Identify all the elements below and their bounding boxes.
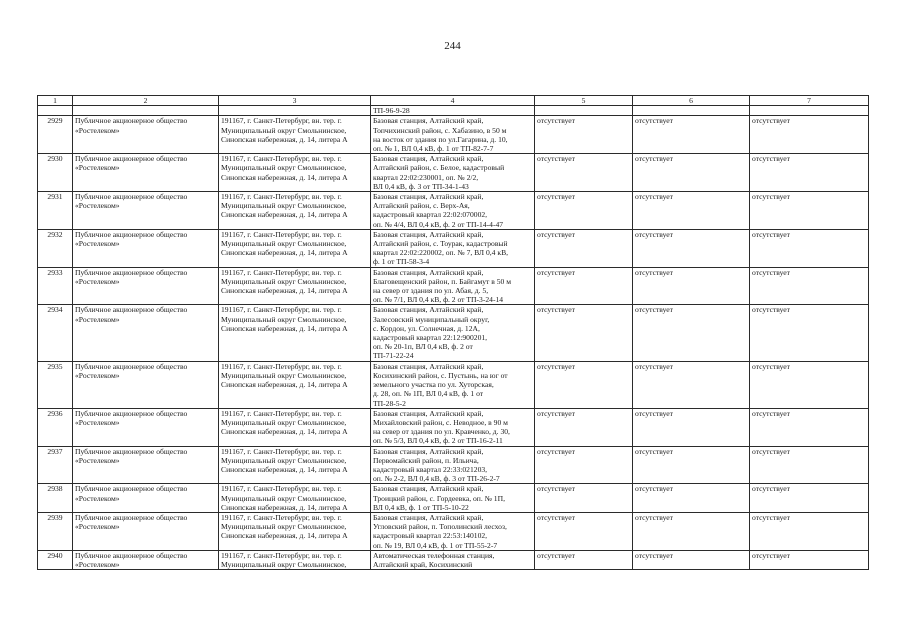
column-6-cell: отсутствует [633, 550, 750, 569]
object-cell [371, 229, 535, 267]
object-cell-line: Косихинский район, с. Пустынь, на юг от [373, 370, 508, 380]
object-cell-line: кадастровый квартал 22:53:140102, [373, 531, 488, 541]
object-cell-line: земельного участка по ул. Хуторская, [373, 380, 494, 390]
object-cell-line: ф. 1 от ТП-58-3-4 [373, 257, 430, 267]
address-cell [219, 154, 371, 192]
object-cell-line: Базовая станция, Алтайский край, [373, 229, 484, 239]
address-cell-line: Синопская набережная, д. 14, литера А [221, 172, 348, 182]
column-6-cell [633, 106, 750, 116]
object-cell-line: Базовая станция, Алтайский край, [373, 154, 484, 164]
address-cell [219, 512, 371, 550]
page-number: 244 [444, 40, 461, 52]
owner-cell-line: «Ростелеком» [75, 314, 120, 324]
owner-cell [73, 446, 219, 484]
object-cell-line: ВЛ 0,4 кВ, ф. 1 от ТП-5-10-22 [373, 502, 469, 512]
owner-cell [73, 229, 219, 267]
owner-cell-line: Публичное акционерное общество [75, 512, 188, 522]
column-header: 1 [38, 96, 73, 106]
object-cell-line: на восток от здания по ул.Гагарина, д. 10, [373, 134, 508, 144]
object-cell [371, 116, 535, 154]
object-cell-line: Алтайский край, Косихинский [373, 559, 473, 569]
column-7-cell: отсутствует [750, 408, 869, 446]
address-cell-line: 191167, г. Санкт-Петербург, вн. тер. г. [221, 192, 342, 202]
owner-cell-line: Публичное акционерное общество [75, 267, 188, 277]
column-5-cell: отсутствует [535, 116, 633, 154]
address-cell-line: Синопская набережная, д. 14, литера А [221, 464, 348, 474]
object-cell-line: Базовая станция, Алтайский край, [373, 484, 484, 494]
address-cell [219, 446, 371, 484]
column-6-cell: отсутствует [633, 154, 750, 192]
address-cell [219, 550, 371, 569]
column-header: 3 [219, 96, 371, 106]
owner-cell-line: «Ростелеком» [75, 522, 120, 532]
object-cell [371, 305, 535, 361]
table-row [38, 512, 869, 550]
object-cell-line: д. 28, оп. № 1П, ВЛ 0,4 кВ, ф. 1 от [373, 389, 484, 399]
table-row [38, 229, 869, 267]
row-number: 2937 [38, 446, 73, 484]
address-cell-line: 191167, г. Санкт-Петербург, вн. тер. г. [221, 550, 342, 560]
table-row [38, 361, 869, 408]
address-cell-line: Синопская набережная, д. 14, литера А [221, 427, 348, 437]
column-6-cell: отсутствует [633, 512, 750, 550]
table-row [38, 106, 869, 116]
object-cell-line: Базовая станция, Алтайский край, [373, 192, 484, 202]
object-cell-line: оп. № 20-1п, ВЛ 0,4 кВ, ф. 2 от [373, 342, 473, 352]
owner-cell-line: Публичное акционерное общество [75, 229, 188, 239]
register-table [37, 95, 869, 570]
column-7-cell: отсутствует [750, 305, 869, 361]
object-cell-line: оп. № 4/4, ВЛ 0,4 кВ, ф. 2 от ТП-14-4-47 [373, 219, 504, 229]
address-cell [219, 484, 371, 513]
owner-cell-line: «Ростелеком» [75, 276, 120, 286]
address-cell [219, 361, 371, 408]
owner-cell-line: Публичное акционерное общество [75, 305, 188, 315]
address-cell [219, 305, 371, 361]
owner-cell [73, 267, 219, 305]
address-cell-line: 191167, г. Санкт-Петербург, вн. тер. г. [221, 229, 342, 239]
object-cell [371, 550, 535, 569]
row-number [38, 106, 73, 116]
column-header: 5 [535, 96, 633, 106]
object-cell-line: Благовещенский район, п. Байгамут в 50 м [373, 276, 512, 286]
column-7-cell: отсутствует [750, 550, 869, 569]
object-cell-line: оп. № 19, ВЛ 0,4 кВ, ф. 1 от ТП-55-2-7 [373, 540, 498, 550]
owner-cell [73, 154, 219, 192]
table-row [38, 305, 869, 361]
object-cell-line: Залесовский муниципальный округ, [373, 314, 490, 324]
owner-cell-line: «Ростелеком» [75, 201, 120, 211]
owner-cell-line: «Ростелеком» [75, 455, 120, 465]
owner-cell-line: Публичное акционерное общество [75, 361, 188, 371]
owner-cell [73, 512, 219, 550]
column-6-cell: отсутствует [633, 446, 750, 484]
owner-cell [73, 484, 219, 513]
column-7-cell: отсутствует [750, 267, 869, 305]
object-cell-line: на север от здания по ул. Абая, д. 5, [373, 286, 489, 296]
owner-cell-line: «Ростелеком» [75, 163, 120, 173]
row-number: 2931 [38, 192, 73, 230]
column-5-cell: отсутствует [535, 446, 633, 484]
address-cell-line: Муниципальный округ Смольнинское, [221, 276, 347, 286]
row-number: 2938 [38, 484, 73, 513]
object-cell-line: Базовая станция, Алтайский край, [373, 446, 484, 456]
owner-cell [73, 408, 219, 446]
object-cell [371, 154, 535, 192]
owner-cell-line: «Ростелеком» [75, 493, 120, 503]
address-cell-line: Муниципальный округ Смольнинское, [221, 522, 347, 532]
table-row [38, 267, 869, 305]
column-7-cell: отсутствует [750, 116, 869, 154]
address-cell-line: 191167, г. Санкт-Петербург, вн. тер. г. [221, 512, 342, 522]
address-cell-line: 191167, г. Санкт-Петербург, вн. тер. г. [221, 154, 342, 164]
address-cell-line: Муниципальный округ Смольнинское, [221, 163, 347, 173]
owner-cell-line: «Ростелеком» [75, 125, 120, 135]
address-cell-line: Муниципальный округ Смольнинское, [221, 239, 347, 249]
address-cell-line: Синопская набережная, д. 14, литера А [221, 134, 348, 144]
owner-cell-line: Публичное акционерное общество [75, 116, 188, 126]
column-5-cell: отсутствует [535, 267, 633, 305]
address-cell [219, 192, 371, 230]
row-number: 2933 [38, 267, 73, 305]
address-cell-line: Синопская набережная, д. 14, литера А [221, 286, 348, 296]
object-cell-line: Троицкий район, с. Гордеевка, оп. № 1П, [373, 493, 505, 503]
owner-cell-line: Публичное акционерное общество [75, 154, 188, 164]
column-5-cell: отсутствует [535, 305, 633, 361]
address-cell-line: Синопская набережная, д. 14, литера А [221, 210, 348, 220]
address-cell-line: Синопская набережная, д. 14, литера А [221, 380, 348, 390]
address-cell [219, 116, 371, 154]
object-cell-line: кадастровый квартал 22:12:900201, [373, 333, 488, 343]
object-cell-line: Алтайский район, с. Белое, кадастровый [373, 163, 505, 173]
object-cell-line: Угловский район, п. Тополинский лесхоз, [373, 522, 507, 532]
object-cell-line: квартал 22:02:230001, оп. № 2/2, [373, 172, 479, 182]
row-number: 2932 [38, 229, 73, 267]
object-cell-line: Базовая станция, Алтайский край, [373, 512, 484, 522]
object-cell-line: оп. № 2-2, ВЛ 0,4 кВ, ф. 3 от ТП-26-2-7 [373, 474, 500, 484]
owner-cell-line: Публичное акционерное общество [75, 192, 188, 202]
column-5-cell: отсутствует [535, 361, 633, 408]
address-cell-line: 191167, г. Санкт-Петербург, вн. тер. г. [221, 116, 342, 126]
table-row [38, 192, 869, 230]
address-cell [219, 106, 371, 116]
owner-cell-line: Публичное акционерное общество [75, 446, 188, 456]
address-cell-line: Синопская набережная, д. 14, литера А [221, 531, 348, 541]
object-cell [371, 446, 535, 484]
address-cell-line: Муниципальный округ Смольнинское, [221, 417, 347, 427]
object-cell [371, 484, 535, 513]
address-cell-line: Синопская набережная, д. 14, литера А [221, 248, 348, 258]
object-cell-line: Алтайский район, с. Верх-Ая, [373, 201, 470, 211]
object-cell-line: оп. № 5/3, ВЛ 0,4 кВ, ф. 2 от ТП-16-2-11 [373, 436, 503, 446]
row-number: 2939 [38, 512, 73, 550]
table-body [38, 106, 869, 570]
address-cell-line: Муниципальный округ Смольнинское, [221, 370, 347, 380]
owner-cell-line: «Ростелеком» [75, 559, 120, 569]
object-cell-line: кадастровый квартал 22:02:070002, [373, 210, 488, 220]
owner-cell [73, 305, 219, 361]
address-cell [219, 408, 371, 446]
column-7-cell: отсутствует [750, 361, 869, 408]
object-cell-line: Алтайский район, с. Тоурак, кадастровый [373, 239, 508, 249]
address-cell-line: Муниципальный округ Смольнинское, [221, 201, 347, 211]
owner-cell-line: Публичное акционерное общество [75, 484, 188, 494]
row-number: 2940 [38, 550, 73, 569]
object-cell-line: на север от здания по ул. Кравченко, д. 30, [373, 427, 510, 437]
column-5-cell: отсутствует [535, 408, 633, 446]
table-row [38, 550, 869, 569]
object-cell-line: Топчихинский район, с. Хабазино, в 50 м [373, 125, 507, 135]
table-row [38, 446, 869, 484]
address-cell-line: Муниципальный округ Смольнинское, [221, 455, 347, 465]
column-5-cell: отсутствует [535, 154, 633, 192]
column-header: 7 [750, 96, 869, 106]
object-cell-line: Базовая станция, Алтайский край, [373, 267, 484, 277]
column-header: 6 [633, 96, 750, 106]
address-cell [219, 267, 371, 305]
object-cell-line: Михайловский район, с. Неводное, в 90 м [373, 417, 508, 427]
column-7-cell: отсутствует [750, 512, 869, 550]
address-cell-line: 191167, г. Санкт-Петербург, вн. тер. г. [221, 267, 342, 277]
object-cell-line: с. Кордон, ул. Солнечная, д. 12А, [373, 323, 480, 333]
object-cell-line: Автоматическая телефонная станция, [373, 550, 495, 560]
column-7-cell: отсутствует [750, 154, 869, 192]
object-cell [371, 106, 535, 116]
column-6-cell: отсутствует [633, 305, 750, 361]
row-number: 2930 [38, 154, 73, 192]
column-7-cell: отсутствует [750, 229, 869, 267]
column-7-cell: отсутствует [750, 192, 869, 230]
object-cell-line: Базовая станция, Алтайский край, [373, 305, 484, 315]
column-5-cell: отсутствует [535, 192, 633, 230]
table-row [38, 116, 869, 154]
column-header: 4 [371, 96, 535, 106]
address-cell-line: Муниципальный округ Смольнинское, [221, 125, 347, 135]
address-cell-line: 191167, г. Санкт-Петербург, вн. тер. г. [221, 305, 342, 315]
object-cell-line: кадастровый квартал 22:33:021203, [373, 464, 488, 474]
object-cell-line: квартал 22:02:220002, оп. № 7, ВЛ 0,4 кВ, [373, 248, 509, 258]
column-6-cell: отсутствует [633, 484, 750, 513]
object-cell [371, 267, 535, 305]
object-cell-line: оп. № 7/1, ВЛ 0,4 кВ, ф. 2 от ТП-3-24-14 [373, 295, 504, 305]
object-cell [371, 361, 535, 408]
address-cell-line: Синопская набережная, д. 14, литера А [221, 502, 348, 512]
header-row [38, 96, 869, 106]
owner-cell-line: Публичное акционерное общество [75, 550, 188, 560]
column-5-cell [535, 106, 633, 116]
owner-cell-line: «Ростелеком» [75, 417, 120, 427]
owner-cell [73, 116, 219, 154]
column-7-cell [750, 106, 869, 116]
table-row [38, 484, 869, 513]
address-cell-line: 191167, г. Санкт-Петербург, вн. тер. г. [221, 361, 342, 371]
object-cell-line: оп. № 1, ВЛ 0,4 кВ, ф. 1 от ТП-82-7-7 [373, 144, 494, 154]
owner-cell [73, 192, 219, 230]
column-5-cell: отсутствует [535, 550, 633, 569]
object-cell [371, 512, 535, 550]
column-header: 2 [73, 96, 219, 106]
owner-cell [73, 106, 219, 116]
column-6-cell: отсутствует [633, 267, 750, 305]
object-cell-line: Базовая станция, Алтайский край, [373, 116, 484, 126]
object-cell-line: Первомайский район, п. Ильича, [373, 455, 479, 465]
column-7-cell: отсутствует [750, 446, 869, 484]
address-cell-line: Муниципальный округ Смольнинское, [221, 314, 347, 324]
address-cell-line: 191167, г. Санкт-Петербург, вн. тер. г. [221, 408, 342, 418]
address-cell-line: Синопская набережная, д. 14, литера А [221, 323, 348, 333]
address-cell-line: 191167, г. Санкт-Петербург, вн. тер. г. [221, 446, 342, 456]
object-cell-line: ТП-96-9-28 [373, 106, 410, 116]
object-cell [371, 192, 535, 230]
column-6-cell: отсутствует [633, 229, 750, 267]
address-cell-line: 191167, г. Санкт-Петербург, вн. тер. г. [221, 484, 342, 494]
object-cell [371, 408, 535, 446]
owner-cell-line: Публичное акционерное общество [75, 408, 188, 418]
object-cell-line: ТП-28-5-2 [373, 398, 406, 408]
object-cell-line: Базовая станция, Алтайский край, [373, 361, 484, 371]
address-cell-line: Муниципальный округ Смольнинское, [221, 493, 347, 503]
address-cell-line: Муниципальный округ Смольнинское, [221, 559, 347, 569]
table-row [38, 154, 869, 192]
owner-cell [73, 361, 219, 408]
column-6-cell: отсутствует [633, 192, 750, 230]
row-number: 2936 [38, 408, 73, 446]
owner-cell-line: «Ростелеком» [75, 239, 120, 249]
row-number: 2935 [38, 361, 73, 408]
owner-cell-line: «Ростелеком» [75, 370, 120, 380]
column-5-cell: отсутствует [535, 229, 633, 267]
object-cell-line: Базовая станция, Алтайский край, [373, 408, 484, 418]
row-number: 2934 [38, 305, 73, 361]
object-cell-line: ВЛ 0,4 кВ, ф. 3 от ТП-34-1-43 [373, 181, 469, 191]
object-cell-line: ТП-71-22-24 [373, 351, 414, 361]
column-5-cell: отсутствует [535, 484, 633, 513]
row-number: 2929 [38, 116, 73, 154]
column-7-cell: отсутствует [750, 484, 869, 513]
address-cell [219, 229, 371, 267]
owner-cell [73, 550, 219, 569]
table-row [38, 408, 869, 446]
column-5-cell: отсутствует [535, 512, 633, 550]
column-6-cell: отсутствует [633, 116, 750, 154]
column-6-cell: отсутствует [633, 408, 750, 446]
column-6-cell: отсутствует [633, 361, 750, 408]
